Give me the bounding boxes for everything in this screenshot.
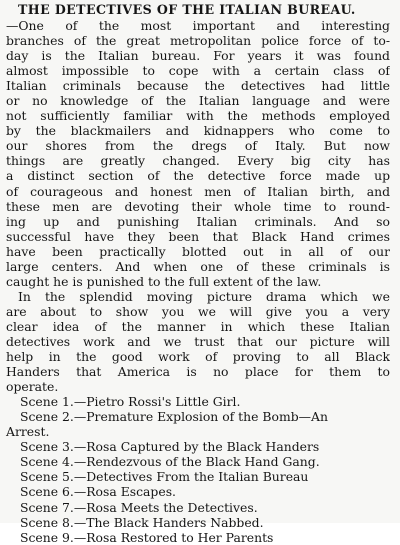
scene-item: Scene 8.—The Black Handers Nabbed. [20,514,264,530]
body-line: clear idea of the manner in which these Italian [6,318,390,334]
scene-item: Scene 6.—Rosa Escapes. [20,484,176,500]
body-line: branches of the great metropolitan police force of to- [6,33,390,49]
body-line: have been practically blotted out in all of our [6,243,390,259]
body-line: day is the Italian bureau. For years it was found [6,48,390,64]
body-line: large centers. And when one of these criminals is [6,258,390,274]
body-line: In the splendid moving picture drama which we [18,288,390,304]
scene-list [6,394,390,544]
body-line: Handers that America is no place for them to [6,364,390,380]
article-body [6,18,390,394]
body-line: or no knowledge of the Italian language and were [6,93,390,109]
scene-item-continuation: Arrest. [6,424,50,440]
body-line: successful have they been that Black Hand crimes [6,228,390,244]
body-line: not sufficiently familiar with the methods employed [6,108,390,124]
body-line: by the blackmailers and kidnappers who come to [6,123,390,139]
scene-item: Scene 2.—Premature Explosion of the Bomb—An [20,409,328,425]
body-line: detectives work and we trust that our picture will [6,333,390,349]
body-line: almost impossible to cope with a certain class of [6,63,390,79]
body-line: ing up and punishing Italian criminals. And so [6,213,390,229]
body-line: things are greatly changed. Every big city has [6,153,390,169]
body-line: of courageous and honest men of Italian birth, and [6,183,390,199]
article-headline: THE DETECTIVES OF THE ITALIAN BUREAU. [18,2,356,17]
body-line: a distinct section of the detective force made up [6,168,390,184]
scene-item: Scene 7.—Rosa Meets the Detectives. [20,499,258,515]
body-line: help in the good work of proving to all Black [6,349,390,365]
body-line: caught he is punished to the full extent of the law. [6,273,322,289]
body-line: operate. [6,379,59,395]
body-line: —One of the most important and interesting [6,18,390,33]
body-line: are about to show you we will give you a very [6,303,390,319]
scene-item: Scene 1.—Pietro Rossi's Little Girl. [20,394,241,410]
body-line: these men are devoting their whole time to round- [6,198,390,214]
scene-item: Scene 4.—Rendezvous of the Black Hand Gang. [20,454,320,470]
body-line: Italian criminals because the detectives had little [6,78,390,94]
scene-item: Scene 5.—Detectives From the Italian Bureau [20,469,309,485]
scene-item: Scene 9.—Rosa Restored to Her Parents [20,529,274,545]
body-line: our shores from the dregs of Italy. But now [6,138,390,154]
scene-item: Scene 3.—Rosa Captured by the Black Handers [20,439,320,455]
